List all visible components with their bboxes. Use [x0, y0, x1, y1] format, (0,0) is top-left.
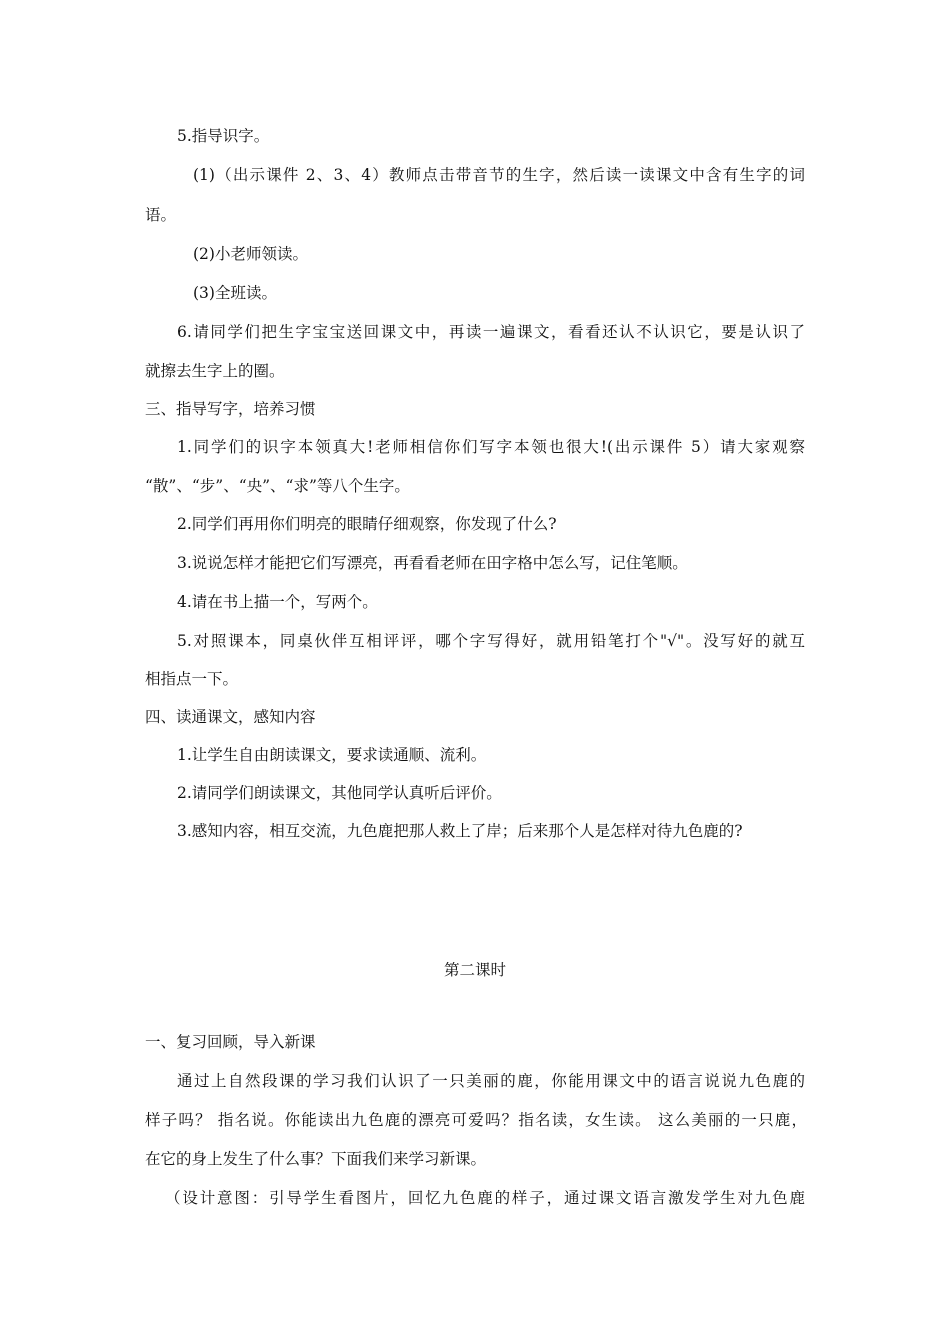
paragraph-step5-item2: (2)小老师领读。	[193, 245, 308, 263]
paragraph-review-3: 在它的身上发生了什么事？下面我们来学习新课。	[145, 1150, 487, 1168]
paragraph-writing-5-cont: 相指点一下。	[145, 670, 239, 688]
paragraph-review-2: 样子吗？ 指名说。你能读出九色鹿的漂亮可爱吗？指名读，女生读。 这么美丽的一只鹿，	[145, 1111, 807, 1129]
paragraph-design-intent: （设计意图：引导学生看图片，回忆九色鹿的样子，通过课文语言激发学生对九色鹿	[165, 1189, 805, 1207]
section-heading-4: 四、读通课文，感知内容	[145, 708, 316, 726]
section-heading-3: 三、指导写字，培养习惯	[145, 400, 316, 418]
paragraph-step5-heading: 5.指导识字。	[177, 127, 270, 145]
paragraph-writing-5: 5.对照课本，同桌伙伴互相评评，哪个字写得好，就用铅笔打个"√"。没写好的就互	[177, 632, 805, 650]
paragraph-reading-3: 3.感知内容，相互交流，九色鹿把那人救上了岸；后来那个人是怎样对待九色鹿的?	[177, 822, 743, 840]
paragraph-review-1: 通过上自然段课的学习我们认识了一只美丽的鹿，你能用课文中的语言说说九色鹿的	[177, 1072, 805, 1090]
paragraph-step5-item1: (1)（出示课件 2、3、4）教师点击带音节的生字，然后读一读课文中含有生字的词	[193, 166, 805, 184]
paragraph-step5-item1-cont: 语。	[145, 206, 177, 224]
paragraph-writing-1-cont: “散”、“步”、“央”、“求”等八个生字。	[145, 477, 410, 495]
paragraph-reading-2: 2.请同学们朗读课文，其他同学认真听后评价。	[177, 784, 502, 802]
paragraph-step5-item3: (3)全班读。	[193, 284, 277, 302]
paragraph-writing-2: 2.同学们再用你们明亮的眼睛仔细观察，你发现了什么?	[177, 515, 557, 533]
paragraph-step6: 6.请同学们把生字宝宝送回课文中，再读一遍课文，看看还认不认识它，要是认识了	[177, 323, 805, 341]
lesson-title: 第二课时	[443, 961, 506, 979]
paragraph-step6-cont: 就擦去生字上的圈。	[145, 362, 285, 380]
paragraph-writing-1: 1.同学们的识字本领真大!老师相信你们写字本领也很大!(出示课件 5）请大家观察	[177, 438, 805, 456]
section-heading-review: 一、复习回顾，导入新课	[145, 1033, 316, 1051]
paragraph-writing-3: 3.说说怎样才能把它们写漂亮，再看看老师在田字格中怎么写，记住笔顺。	[177, 554, 688, 572]
paragraph-reading-1: 1.让学生自由朗读课文，要求读通顺、流利。	[177, 746, 487, 764]
paragraph-writing-4: 4.请在书上描一个，写两个。	[177, 593, 378, 611]
